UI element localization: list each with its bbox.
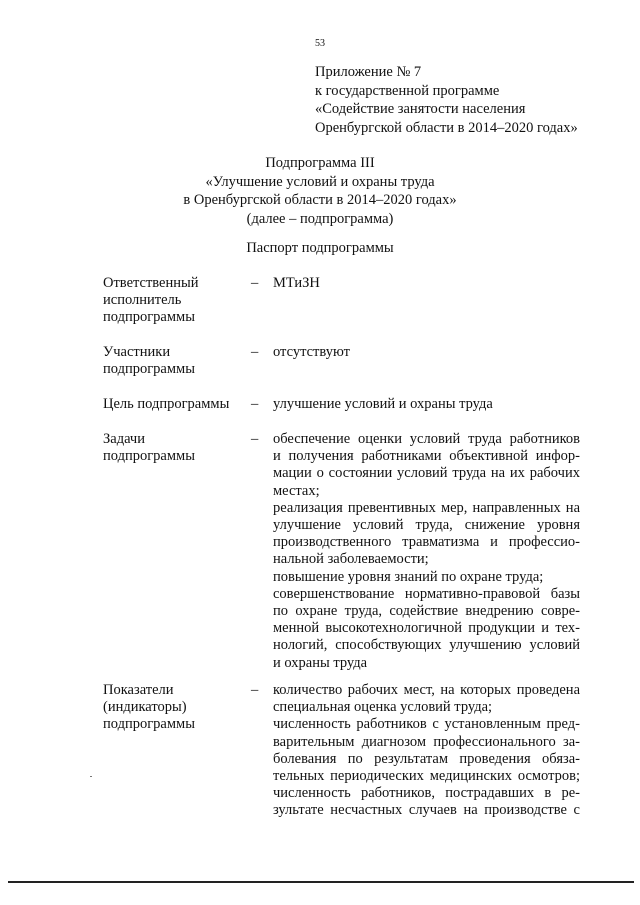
row-content-line: отсутствуют	[273, 344, 350, 360]
row-content	[273, 275, 580, 292]
row-label-line: Задачи	[103, 431, 145, 447]
row-label-line: подпрограммы	[103, 361, 195, 378]
row-content-line: улучшение условий и охраны труда	[273, 396, 493, 412]
passport-heading: Паспорт подпрограммы	[246, 240, 394, 256]
row-label	[103, 682, 243, 734]
row-content-line: численность работников, пострадавших в ре-	[273, 785, 580, 802]
row-content-line: специальная оценка условий труда;	[273, 699, 493, 716]
scan-edge-line	[8, 881, 634, 883]
row-dash: –	[251, 396, 259, 412]
row-label-line: Участники	[103, 344, 171, 360]
row-content-line: местах;	[273, 482, 320, 499]
appendix-line: к государственной программе	[315, 82, 500, 99]
row-content-line: зультате несчастных случаев на производстве с	[273, 802, 580, 819]
row-content-line: нальной заболеваемости;	[273, 551, 429, 568]
row-label-line: Показатели	[103, 682, 174, 698]
row-content-line: и получения работниками объективной инфор-	[273, 448, 580, 465]
subprogram-title-line: Подпрограмма III	[265, 155, 375, 171]
row-label	[103, 396, 243, 413]
row-content-line: болевания по результатам проведения обяза-	[273, 750, 580, 767]
row-label	[103, 344, 243, 378]
row-label-line: исполнитель	[103, 292, 182, 309]
row-content-line: тельных периодических медицинских осмотров;	[273, 768, 580, 785]
appendix-heading	[315, 63, 578, 137]
row-dash: –	[251, 682, 259, 698]
row-content-line: обеспечение оценки условий труда работников	[273, 431, 580, 447]
row-content-line: численность работников с установленным пред-	[273, 716, 580, 733]
row-content-line: по охране труда, содействие внедрению совре-	[273, 603, 580, 620]
row-content-line: менной высокотехнологичной продукции и тех-	[273, 620, 580, 637]
scan-artifact-dot	[90, 776, 92, 777]
row-content-line: улучшение условий труда, снижение уровня	[273, 517, 580, 534]
row-content	[273, 396, 580, 413]
row-label-line: подпрограммы	[103, 448, 195, 465]
row-content-line: МТиЗН	[273, 275, 320, 291]
row-content-line: реализация превентивных мер, направленных на	[273, 499, 580, 516]
row-content-line: повышение уровня знаний по охране труда;	[273, 568, 544, 585]
row-label	[103, 431, 243, 465]
row-dash: –	[251, 275, 259, 291]
row-content-line: нологий, способствующих улучшению условий	[273, 637, 580, 654]
row-content-line: и охраны труда	[273, 654, 368, 671]
row-content	[273, 344, 580, 361]
row-label-line: Ответственный	[103, 275, 199, 291]
row-content-line: мации о состоянии условий труда на их рабочих	[273, 465, 580, 482]
row-content	[273, 682, 580, 820]
row-content-line: совершенствование нормативно-правовой базы	[273, 585, 580, 602]
row-dash: –	[251, 344, 259, 360]
appendix-line: Приложение № 7	[315, 64, 422, 80]
subprogram-title	[0, 154, 640, 228]
row-label-line: подпрограммы	[103, 716, 195, 733]
subprogram-title-line: в Оренбургской области в 2014–2020 годах»	[183, 192, 457, 208]
row-dash: –	[251, 431, 259, 447]
appendix-line: «Содействие занятости населения	[315, 101, 526, 117]
appendix-line: Оренбургской области в 2014–2020 годах»	[315, 119, 578, 136]
subprogram-title-line: (далее – подпрограмма)	[246, 210, 394, 227]
row-content	[273, 431, 580, 672]
row-label-line: подпрограммы	[103, 309, 195, 326]
row-content-line: производственного травматизма и профессио-	[273, 534, 580, 551]
row-content-line: количество рабочих мест, на которых проведена	[273, 682, 580, 698]
row-label-line: Цель подпрограммы	[103, 396, 230, 412]
row-content-line: варительным диагнозом профессионального за-	[273, 733, 580, 750]
row-label-line: (индикаторы)	[103, 699, 187, 716]
subprogram-title-line: «Улучшение условий и охраны труда	[205, 173, 435, 190]
page-number: 53	[315, 38, 325, 49]
row-label	[103, 275, 243, 327]
